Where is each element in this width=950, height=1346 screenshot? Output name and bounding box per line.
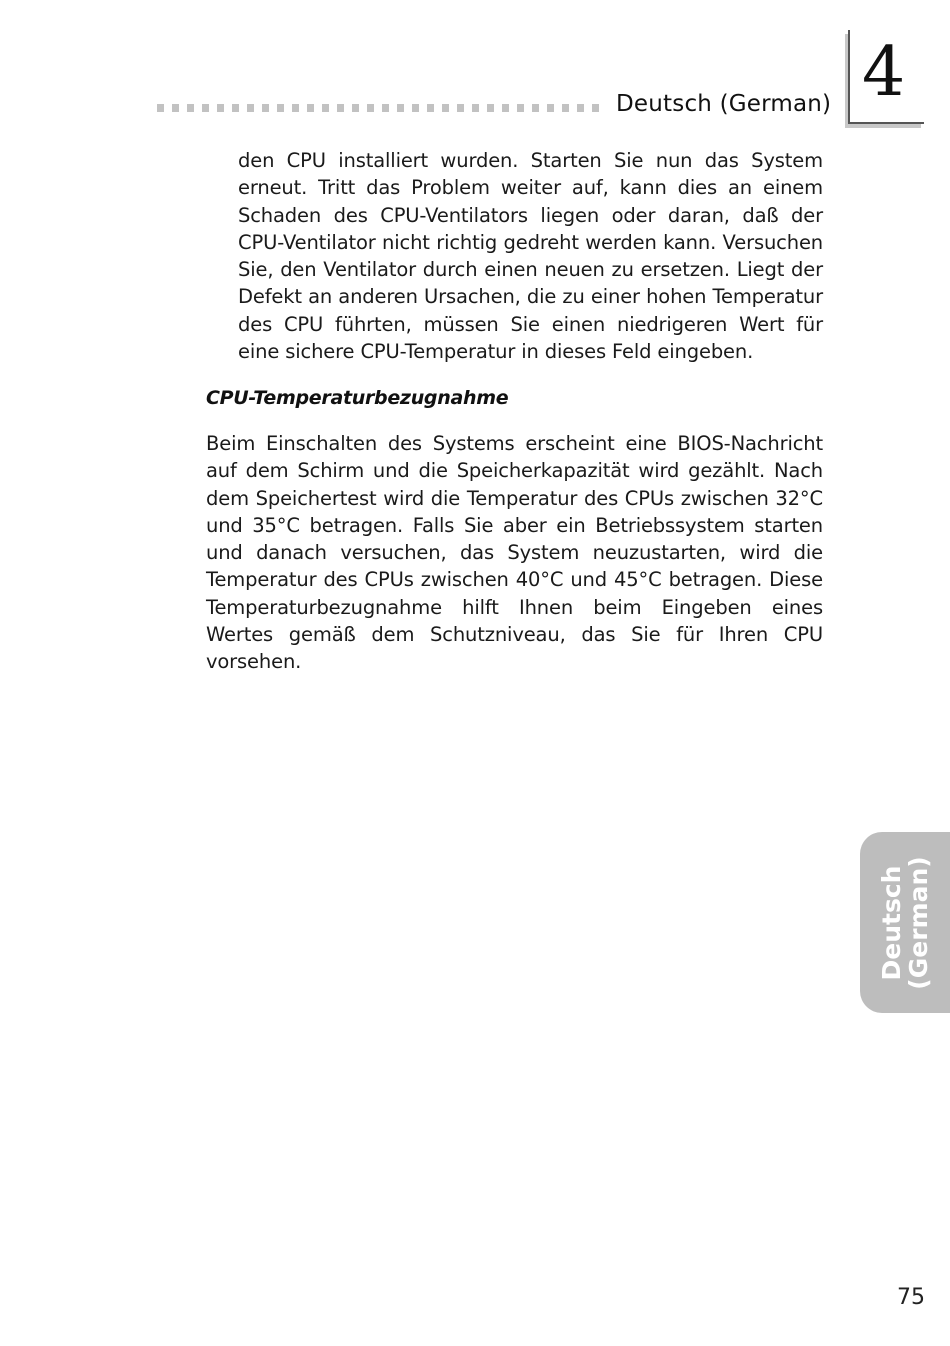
- body-paragraph-1: den CPU installiert wurden. Starten Sie nun das System erneut. Tritt das Problem weiter auf, kann dies an einem Schaden des CPU-Ventilators liegen oder daran, daß der CPU-Ventilator nicht richtig gedreht werden kann. Versuchen Sie, den Ventilator durch einen neuen zu ersetzen. Liegt der Defekt an anderen Ursachen, die zu einer hohen Temperatur des CPU führten, müssen Sie einen niedrigeren Wert für eine sichere CPU-Temperatur in dieses Feld eingeben.: [238, 149, 823, 364]
- body-paragraph-2: Beim Einschalten des Systems erscheint eine BIOS-Nachricht auf dem Schirm und die Speicherkapazität wird gezählt. Nach dem Speichertest wird die Temperatur des CPUs zwischen 32°C und 35°C betragen. Falls Sie aber ein Betriebssystem starten und danach versuchen, das System neuzustarten, wird die Temperatur des CPUs zwischen 40°C und 45°C betragen. Diese Temperaturbezugnahme hilft Ihnen beim Eingeben eines Wertes gemäß dem Schutzniveau, das Sie für Ihren CPU vorsehen.: [206, 432, 823, 674]
- side-tab-label: [878, 856, 932, 989]
- chapter-number: 4: [862, 33, 906, 112]
- header-dotted-rule: [157, 104, 605, 112]
- side-tab-line-1: Deutsch: [877, 865, 906, 980]
- side-tab-line-2: (German): [904, 855, 933, 990]
- language-side-tab: [860, 832, 950, 1013]
- section-subheading: CPU-Temperaturbezugnahme: [206, 387, 509, 409]
- page-number: 75: [897, 1285, 925, 1310]
- header-title: Deutsch (German): [616, 91, 832, 117]
